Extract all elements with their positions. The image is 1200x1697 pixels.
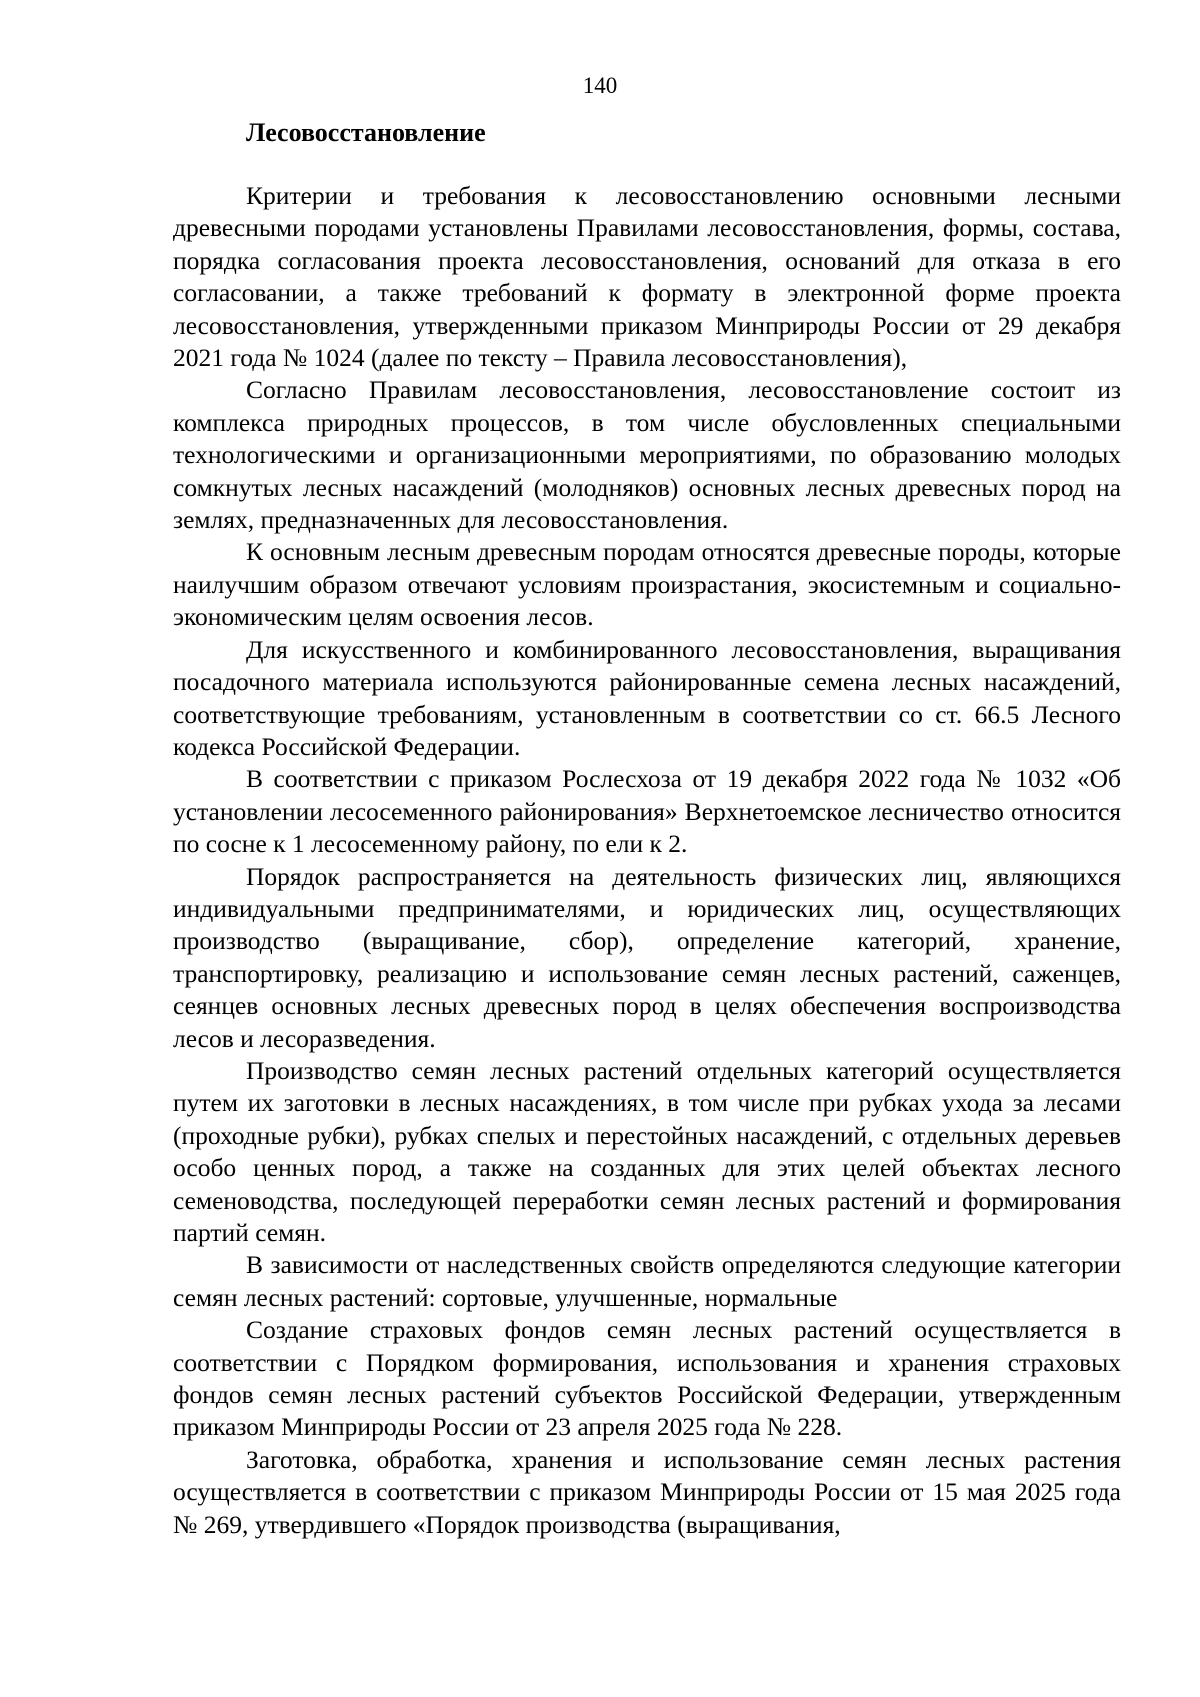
paragraph: В зависимости от наследственных свойств определяются следующие категории семян лесных растений: сортовые, улучшенные, нормальные — [173, 1250, 1121, 1312]
paragraph: Производство семян лесных растений отдельных категорий осуществляется путем их заготовки в лесных насаждениях, в том числе при рубках ухода за лесами (проходные рубки), рубках спелых и перестойных насаждений, с отдельных деревьев особо ценных пород, а также на созданных для этих целей объектах лесного семеноводства, последующей переработки семян лесных растений и формирования партий семян. — [173, 1055, 1121, 1247]
paragraph: Согласно Правилам лесовосстановления, лесовосстановление состоит из комплекса природных процессов, в том числе обусловленных специальными технологическими и организационными мероприятиями, по образованию молодых сомкнутых лесных насаждений (молодняков) основных лесных древесных пород на землях, предназначенных для лесовосстановления. — [173, 375, 1121, 535]
section-heading: Лесовосстановление — [246, 118, 486, 147]
document-body — [173, 180, 1121, 1541]
paragraph: Критерии и требования к лесовосстановлению основными лесными древесными породами установлены Правилами лесовосстановления, формы, состава, порядка согласования проекта лесовосстановления, оснований для отказа в его согласовании, а также требований к формату в электронной форме проекта лесовосстановления, утвержденными приказом Минприроды России от 29 декабря 2021 года № 1024 (далее по тексту – Правила лесовосстановления), — [173, 181, 1121, 373]
paragraph: К основным лесным древесным породам относятся древесные породы, которые наилучшим образом отвечают условиям произрастания, экосистемным и социально-экономическим целям освоения лесов. — [173, 537, 1121, 632]
paragraph: Для искусственного и комбинированного лесовосстановления, выращивания посадочного материала используются районированные семена лесных насаждений, соответствующие требованиям, установленным в соответствии со ст. 66.5 Лесного кодекса Российской Федерации. — [173, 634, 1121, 761]
paragraph: В соответствии с приказом Рослесхоза от 19 декабря 2022 года № 1032 «Об установлении лесосеменного районирования» Верхнетоемское лесничество относится по сосне к 1 лесосеменному району, по ели к 2. — [173, 764, 1121, 859]
page-number: 140 — [582, 73, 618, 98]
paragraph: Порядок распространяется на деятельность физических лиц, являющихся индивидуальными предпринимателями, и юридических лиц, осуществляющих производство (выращивание, сбор), определение категорий, хранение, транспортировку, реализацию и использование семян лесных растений, саженцев, сеянцев основных лесных древесных пород в целях обеспечения воспроизводства лесов и лесоразведения. — [173, 861, 1121, 1053]
paragraph: Создание страховых фондов семян лесных растений осуществляется в соответствии с Порядком формирования, использования и хранения страховых фондов семян лесных растений субъектов Российской Федерации, утвержденным приказом Минприроды России от 23 апреля 2025 года № 228. — [173, 1315, 1121, 1442]
paragraph: Заготовка, обработка, хранения и использование семян лесных растения осуществляется в соответствии с приказом Минприроды России от 15 мая 2025 года № 269, утвердившего «Порядок производства (выращивания, — [173, 1444, 1121, 1539]
